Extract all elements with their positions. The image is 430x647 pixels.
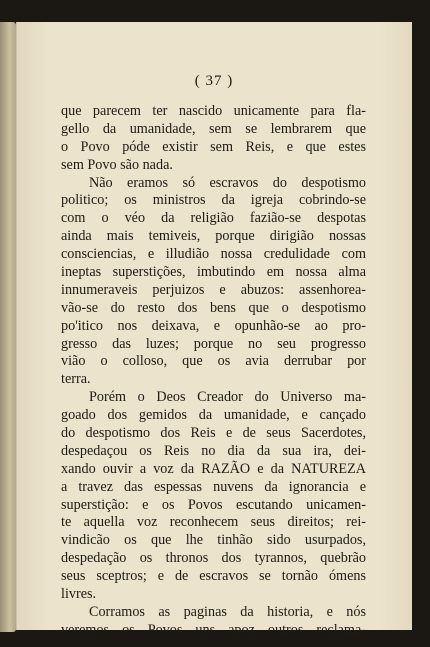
- text-line: livres.: [61, 586, 97, 603]
- text-line: vão-se do resto dos bens que o despotismo: [61, 299, 366, 316]
- text-line: o Povo póde existir sem Reis, e que estes: [61, 138, 366, 155]
- text-line: consciencias, e illudião nossa credulidade com: [61, 246, 366, 263]
- text-line: goado dos gemidos da umanidade, e cançado: [61, 407, 366, 424]
- text-line: a travez das espessas nuvens da ignorancia e: [61, 478, 366, 495]
- paragraph-start-line: Corramos as paginas da historia, e nós: [89, 603, 366, 620]
- text-line: despedaçou os Reis no dia da sua ira, dei-: [61, 442, 366, 459]
- text-line: com o véo da religião fazião-se despotas: [61, 210, 366, 227]
- text-line: ainda mais temiveis, porque dirigião nossas: [61, 228, 366, 245]
- text-line: vindicão os que lhe tinhão sido usurpados,: [61, 532, 366, 549]
- paragraph-start-line: Não eramos só escravos do despotismo: [89, 174, 366, 191]
- text-line: politico; os ministros da igreja cobrindo-se: [61, 192, 366, 209]
- paragraph-start-line: Porém o Deos Creador do Universo ma-: [89, 389, 366, 406]
- text-line: despedação os thronos dos tyrannos, quebrão: [61, 550, 366, 567]
- book-page: [16, 22, 412, 638]
- page-number: ( 37 ): [194, 73, 234, 89]
- text-line: seus sceptros; e de escravos se tornão ómens: [61, 568, 366, 585]
- text-line: gresso das luzes; porque no seu progresso: [61, 335, 366, 352]
- text-line: veremos os Povos uns apoz outros reclama-: [61, 621, 366, 638]
- text-line: te aquella voz reconhecem seus direitos; rei-: [61, 514, 366, 531]
- text-line: po'itico nos deixava, e opunhão-se ao pro-: [61, 317, 366, 334]
- text-line: innumeraveis perjuizos e abuzos: assenhorea-: [61, 281, 366, 298]
- facing-page-edge: [0, 22, 16, 632]
- text-line: gello da umanidade, sem se lembrarem que: [61, 120, 366, 137]
- text-line: do despotismo dos Reis e de seus Sacerdotes,: [61, 425, 366, 442]
- text-line: vião o colloso, que os avia derrubar por: [61, 353, 366, 370]
- text-line: terra.: [61, 371, 91, 388]
- text-line: que parecem ter nascido unicamente para fla-: [61, 103, 366, 119]
- text-line: sem Povo são nada.: [61, 156, 173, 173]
- text-line: superstição: e os Povos escutando unicamen-: [61, 496, 366, 513]
- text-line: xando ouvir a voz da RAZÃO e da NATUREZA: [61, 460, 366, 477]
- text-line: ineptas superstições, imbutindo em nossa alma: [61, 264, 366, 281]
- body-text: [61, 103, 366, 640]
